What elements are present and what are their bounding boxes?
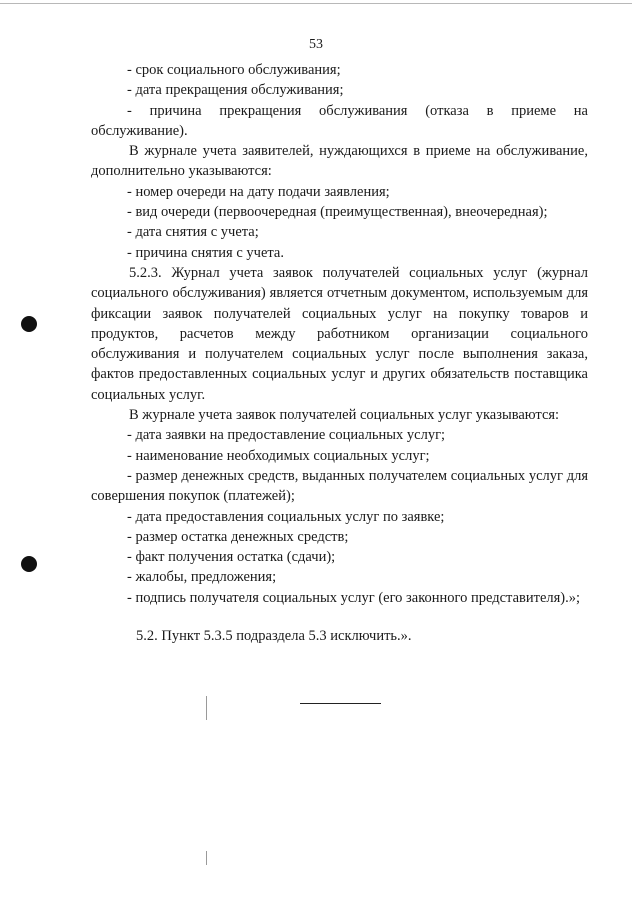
scan-artifact [206,696,207,720]
list-item: - причина снятия с учета. [127,244,284,261]
punch-hole-icon [21,556,37,572]
list-item: - срок социального обслуживания; [127,62,341,78]
scan-artifact [206,851,207,865]
scan-top-edge [0,3,632,4]
list-item: - номер очереди на дату подачи заявления; [127,183,390,200]
list-item: - размер остатка денежных средств; [127,528,349,545]
list-item: - дата прекращения обслуживания; [127,82,344,99]
list-item: - дата заявки на предоставление социальных услуг; [127,427,446,444]
list-item: - дата предоставления социальных услуг по заявке; [127,508,445,525]
list-item: - подпись получателя социальных услуг (его законного представителя).»; [127,589,581,606]
list-item: - вид очереди (первоочередная (преимущественная), внеочередная); [127,204,548,221]
end-of-text-rule [300,703,381,704]
list-item: - жалобы, предложения; [127,569,277,586]
paragraph: В журнале учета заявок получателей социальных услуг указываются: [129,407,560,424]
list-item: - дата снятия с учета; [127,224,259,241]
punch-hole-icon [21,316,37,332]
document-body [91,60,588,646]
paragraph: В журнале учета заявителей, нуждающихся в приеме на обслуживание, дополнительно указываются: [91,143,588,180]
list-item: - факт получения остатка (сдачи); [127,549,336,566]
list-item: - размер денежных средств, выданных получателем социальных услуг для совершения покупок (платежей); [91,467,588,505]
paragraph: 5.2.3. Журнал учета заявок получателей социальных услуг (журнал социального обслуживания) является отчетным документом, используемым для фиксации заявок получателей социальных услуг на покупку товаров и продуктов, расчетов между работником организации социального обслуживания и получателем социальных услуг после выполнения заказа, фактов предоставленных социальных услуг и других обязательств поставщика социальных услуг. [91,264,588,403]
list-item: - причина прекращения обслуживания (отказа в приеме на обслуживание). [91,102,588,139]
closing-paragraph: 5.2. Пункт 5.3.5 подраздела 5.3 исключить.». [136,628,412,645]
list-item: - наименование необходимых социальных услуг; [127,447,430,464]
page-number: 53 [309,37,323,52]
